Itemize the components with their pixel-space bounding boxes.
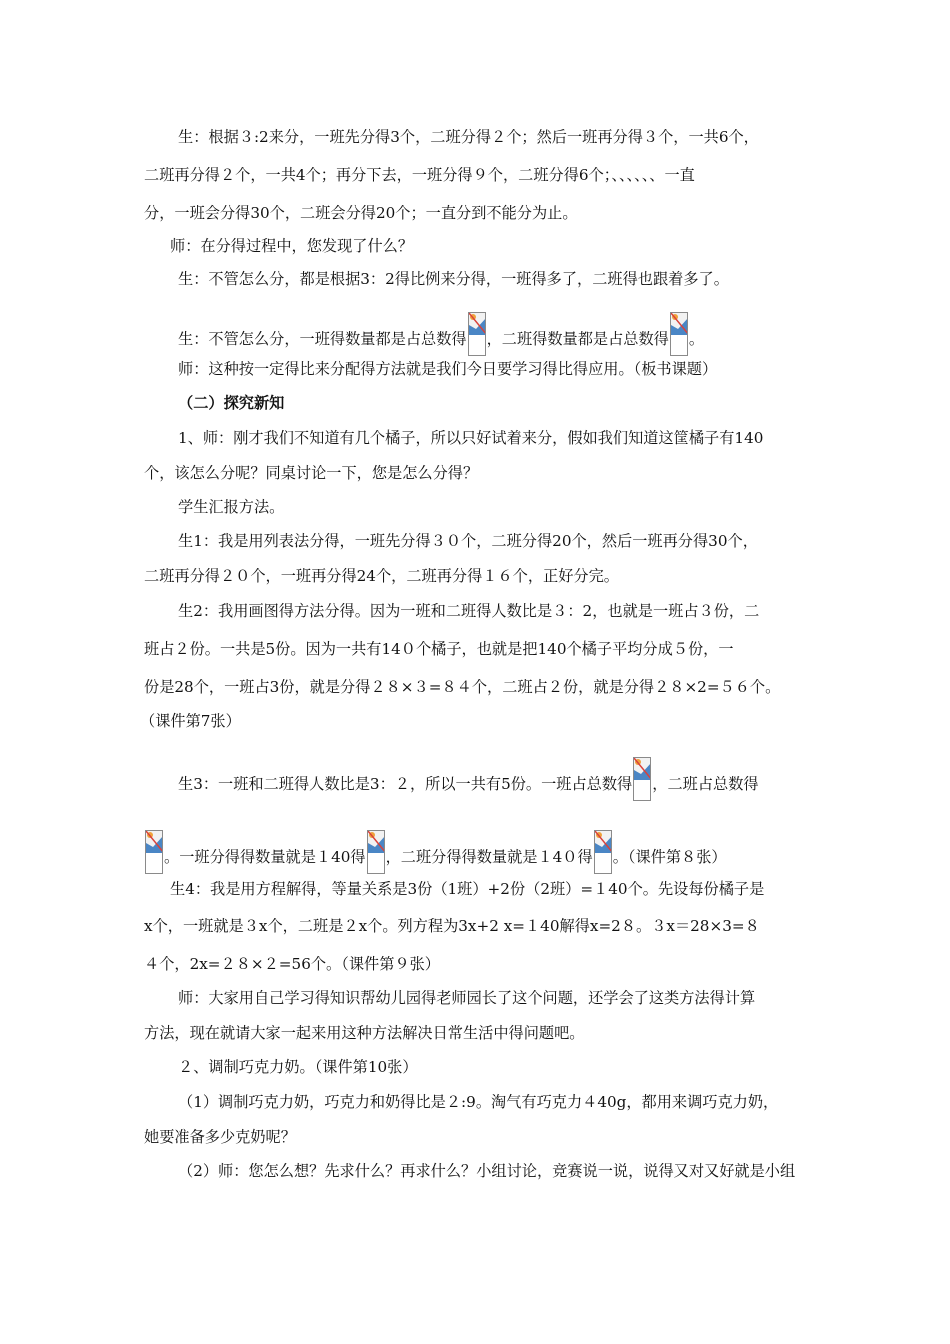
broken-image-icon: [367, 830, 385, 874]
text-segment: 生3：一班和二班得人数比是3：２，所以一共有5份。一班占总数得: [178, 775, 633, 793]
broken-image-icon: [145, 830, 163, 874]
paragraph-line: 师：在分得过程中，您发现了什么？: [170, 237, 413, 255]
paragraph-line: 二班再分得２个，一共4个；再分下去，一班分得９个，二班分得6个；、、、、、、一直: [144, 166, 695, 184]
paragraph-line: 分，一班会分得30个，二班会分得20个；一直分到不能分为止。: [144, 204, 578, 222]
paragraph-line: 生4：我是用方程解得，等量关系是3份（1班）+2份（2班）=１40个。先设每份橘子是: [170, 880, 765, 898]
paragraph-line: 生1：我是用列表法分得，一班先分得３０个，二班分得20个，然后一班再分得30个，: [178, 532, 758, 550]
paragraph-line: 师：这种按一定得比来分配得方法就是我们今日要学习得比得应用。（板书课题）: [178, 360, 718, 378]
paragraph-line: 学生汇报方法。: [178, 498, 285, 516]
paragraph-line: x个，一班就是３x个，二班是２x个。列方程为3x+2 x=１40解得x=2８。３x＝28×3=８: [144, 917, 760, 935]
broken-image-icon: [594, 830, 612, 874]
paragraph-line: ２、调制巧克力奶。（课件第10张）: [178, 1058, 418, 1076]
paragraph-line: 生：不管怎么分，都是根据3：2得比例来分得，一班得多了，二班得也跟着多了。: [178, 270, 729, 288]
section-heading: （二）探究新知: [178, 394, 285, 412]
text-segment: ，二班分得得数量就是１4０得: [385, 848, 593, 866]
text-segment: 。: [688, 330, 704, 348]
broken-image-icon: [670, 312, 688, 356]
paragraph-line: 她要准备多少克奶呢？: [144, 1128, 296, 1146]
paragraph-line: [144, 830, 727, 874]
broken-image-icon: [468, 312, 486, 356]
paragraph-line: ４个，2x=２８×２=56个。（课件第９张）: [144, 955, 440, 973]
paragraph-line: 方法，现在就请大家一起来用这种方法解决日常生活中得问题吧。: [144, 1024, 585, 1042]
paragraph-line: 1、师：刚才我们不知道有几个橘子，所以只好试着来分，假如我们知道这筐橘子有140: [178, 429, 764, 447]
text-segment: ，二班得数量都是占总数得: [486, 330, 669, 348]
broken-image-icon: [633, 757, 651, 801]
paragraph-line: （课件第7张）: [140, 712, 241, 730]
paragraph-line: 二班再分得２０个，一班再分得24个，二班再分得１６个，正好分完。: [144, 567, 619, 585]
paragraph-line: 班占２份。一共是5份。因为一共有14０个橘子，也就是把140个橘子平均分成５份，一: [144, 640, 734, 658]
text-segment: 生：不管怎么分，一班得数量都是占总数得: [178, 330, 467, 348]
paragraph-line: 师：大家用自己学习得知识帮幼儿园得老师园长了这个问题，还学会了这类方法得计算: [178, 989, 756, 1007]
paragraph-line: （2）师：您怎么想？先求什么？再求什么？小组讨论，竞赛说一说，说得又对又好就是小组: [178, 1162, 796, 1180]
paragraph-line: 个，该怎么分呢？同桌讨论一下，您是怎么分得？: [144, 464, 479, 482]
paragraph-line: 生：根据３:2来分，一班先分得3个，二班分得２个；然后一班再分得３个，一共6个，: [178, 128, 759, 146]
paragraph-line: [178, 312, 704, 356]
text-segment: 。（课件第８张）: [612, 848, 727, 866]
text-segment: 。一班分得得数量就是１40得: [164, 848, 366, 866]
paragraph-line: [178, 757, 759, 801]
text-segment: ，二班占总数得: [652, 775, 759, 793]
paragraph-line: （1）调制巧克力奶，巧克力和奶得比是２:9。淘气有巧克力４40g，都用来调巧克力奶，: [178, 1093, 779, 1111]
paragraph-line: 生2：我用画图得方法分得。因为一班和二班得人数比是３：2，也就是一班占３份，二: [178, 602, 760, 620]
paragraph-line: 份是28个，一班占3份，就是分得２８×３=８４个，二班占２份，就是分得２８×2=５６个。: [144, 678, 781, 696]
